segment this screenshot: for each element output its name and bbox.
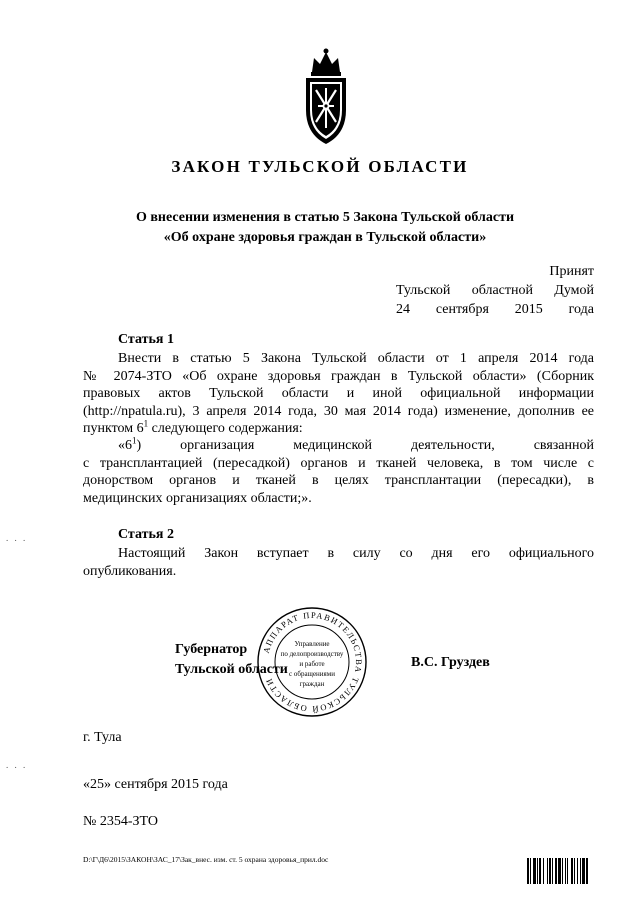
city: г. Тула <box>83 730 122 745</box>
official-stamp-icon <box>256 606 368 718</box>
barcode-bar <box>567 858 568 884</box>
barcode-bar <box>555 858 557 884</box>
barcode-bar <box>586 858 588 884</box>
signatory-title: Губернатор Тульской области <box>175 642 288 677</box>
text-line: № 2074-ЗТО «Об охране здоровья граждан в Тульской области» (Сборник <box>83 368 594 384</box>
barcode-bar <box>547 858 548 884</box>
article-2-paragraph <box>83 545 594 580</box>
article-1-amendment <box>83 437 594 507</box>
coat-of-arms-icon <box>300 48 352 146</box>
stamp-line: с обращениями <box>289 670 335 678</box>
adopted-by: Тульской областной Думой <box>396 283 594 298</box>
barcode-bar <box>543 858 544 884</box>
barcode-bar <box>549 858 551 884</box>
barcode-bar <box>565 858 566 884</box>
adoption-block <box>396 262 594 319</box>
barcode-bar <box>527 858 529 884</box>
stamp-line: граждан <box>299 680 325 688</box>
scan-mark: . . . <box>6 533 28 543</box>
barcode-bar <box>577 858 578 884</box>
stamp-line: Управление <box>294 640 330 648</box>
barcode-bar <box>530 858 531 884</box>
stamp-line: по делопроизводству <box>280 650 344 658</box>
barcode-bar <box>580 858 581 884</box>
text-line: донорством органов и тканей в целях трансплантации (пересадки), в <box>83 473 594 488</box>
law-number: № 2354-ЗТО <box>83 814 159 829</box>
stamp-ring-text: АППАРАТ ПРАВИТЕЛЬСТВА ТУЛЬСКОЙ ОБЛАСТИ <box>260 609 365 715</box>
sign-date: «25» сентября 2015 года <box>83 777 228 792</box>
text-line: с трансплантацией (пересадкой) органов и тканей человека, в том числе с <box>83 455 594 471</box>
law-title: ЗАКОН ТУЛЬСКОЙ ОБЛАСТИ <box>171 157 469 176</box>
barcode-bar <box>562 858 563 884</box>
text-line: медицинских организациях области;». <box>83 490 312 506</box>
barcode-icon <box>527 858 609 884</box>
subtitle-line: О внесении изменения в статью 5 Закона Тульской области <box>135 210 515 225</box>
barcode-bar <box>574 858 575 884</box>
signatory-name: В.С. Груздев <box>411 655 490 670</box>
barcode-bar <box>537 858 538 884</box>
stamp-line: и работе <box>299 660 325 668</box>
article-2-heading: Статья 2 <box>118 527 174 542</box>
text-line: «$6^1$) организация медицинской деятельности, связанной <box>118 435 594 453</box>
text-line: правовых актов Тульской области и иной официальной информации <box>83 386 594 401</box>
file-path: D:\Г\Д6\2015\ЗАКОН\ЗАС_17\Зак_внес. изм. ст. 5 охрана здоровья_прил.doc <box>83 855 329 864</box>
article-1-paragraph <box>83 350 594 438</box>
text-line: пунктом $6^1$ следующего содержания: <box>83 418 303 436</box>
adoption-date: 24 сентября 2015 года <box>396 302 594 317</box>
barcode-bar <box>552 858 553 884</box>
text-line: Настоящий Закон вступает в силу со дня его официального <box>118 546 594 561</box>
text-line: (http://npatula.ru), 3 апреля 2014 года, 30 мая 2014 года) изменение, дополнив ее <box>83 403 594 419</box>
article-1-heading: Статья 1 <box>118 332 174 347</box>
barcode-bar <box>558 858 561 884</box>
text-line: опубликования. <box>83 563 177 579</box>
barcode-bar <box>539 858 541 884</box>
adopted-label: Принят <box>549 264 594 279</box>
law-subtitle <box>60 208 590 248</box>
scan-mark: . . . <box>6 760 28 770</box>
text-line: Внести в статью 5 Закона Тульской области от 1 апреля 2014 года <box>118 351 594 366</box>
subtitle-line: «Об охране здоровья граждан в Тульской области» <box>163 230 487 245</box>
barcode-bar <box>582 858 585 884</box>
barcode-bar <box>571 858 573 884</box>
barcode-bar <box>533 858 536 884</box>
